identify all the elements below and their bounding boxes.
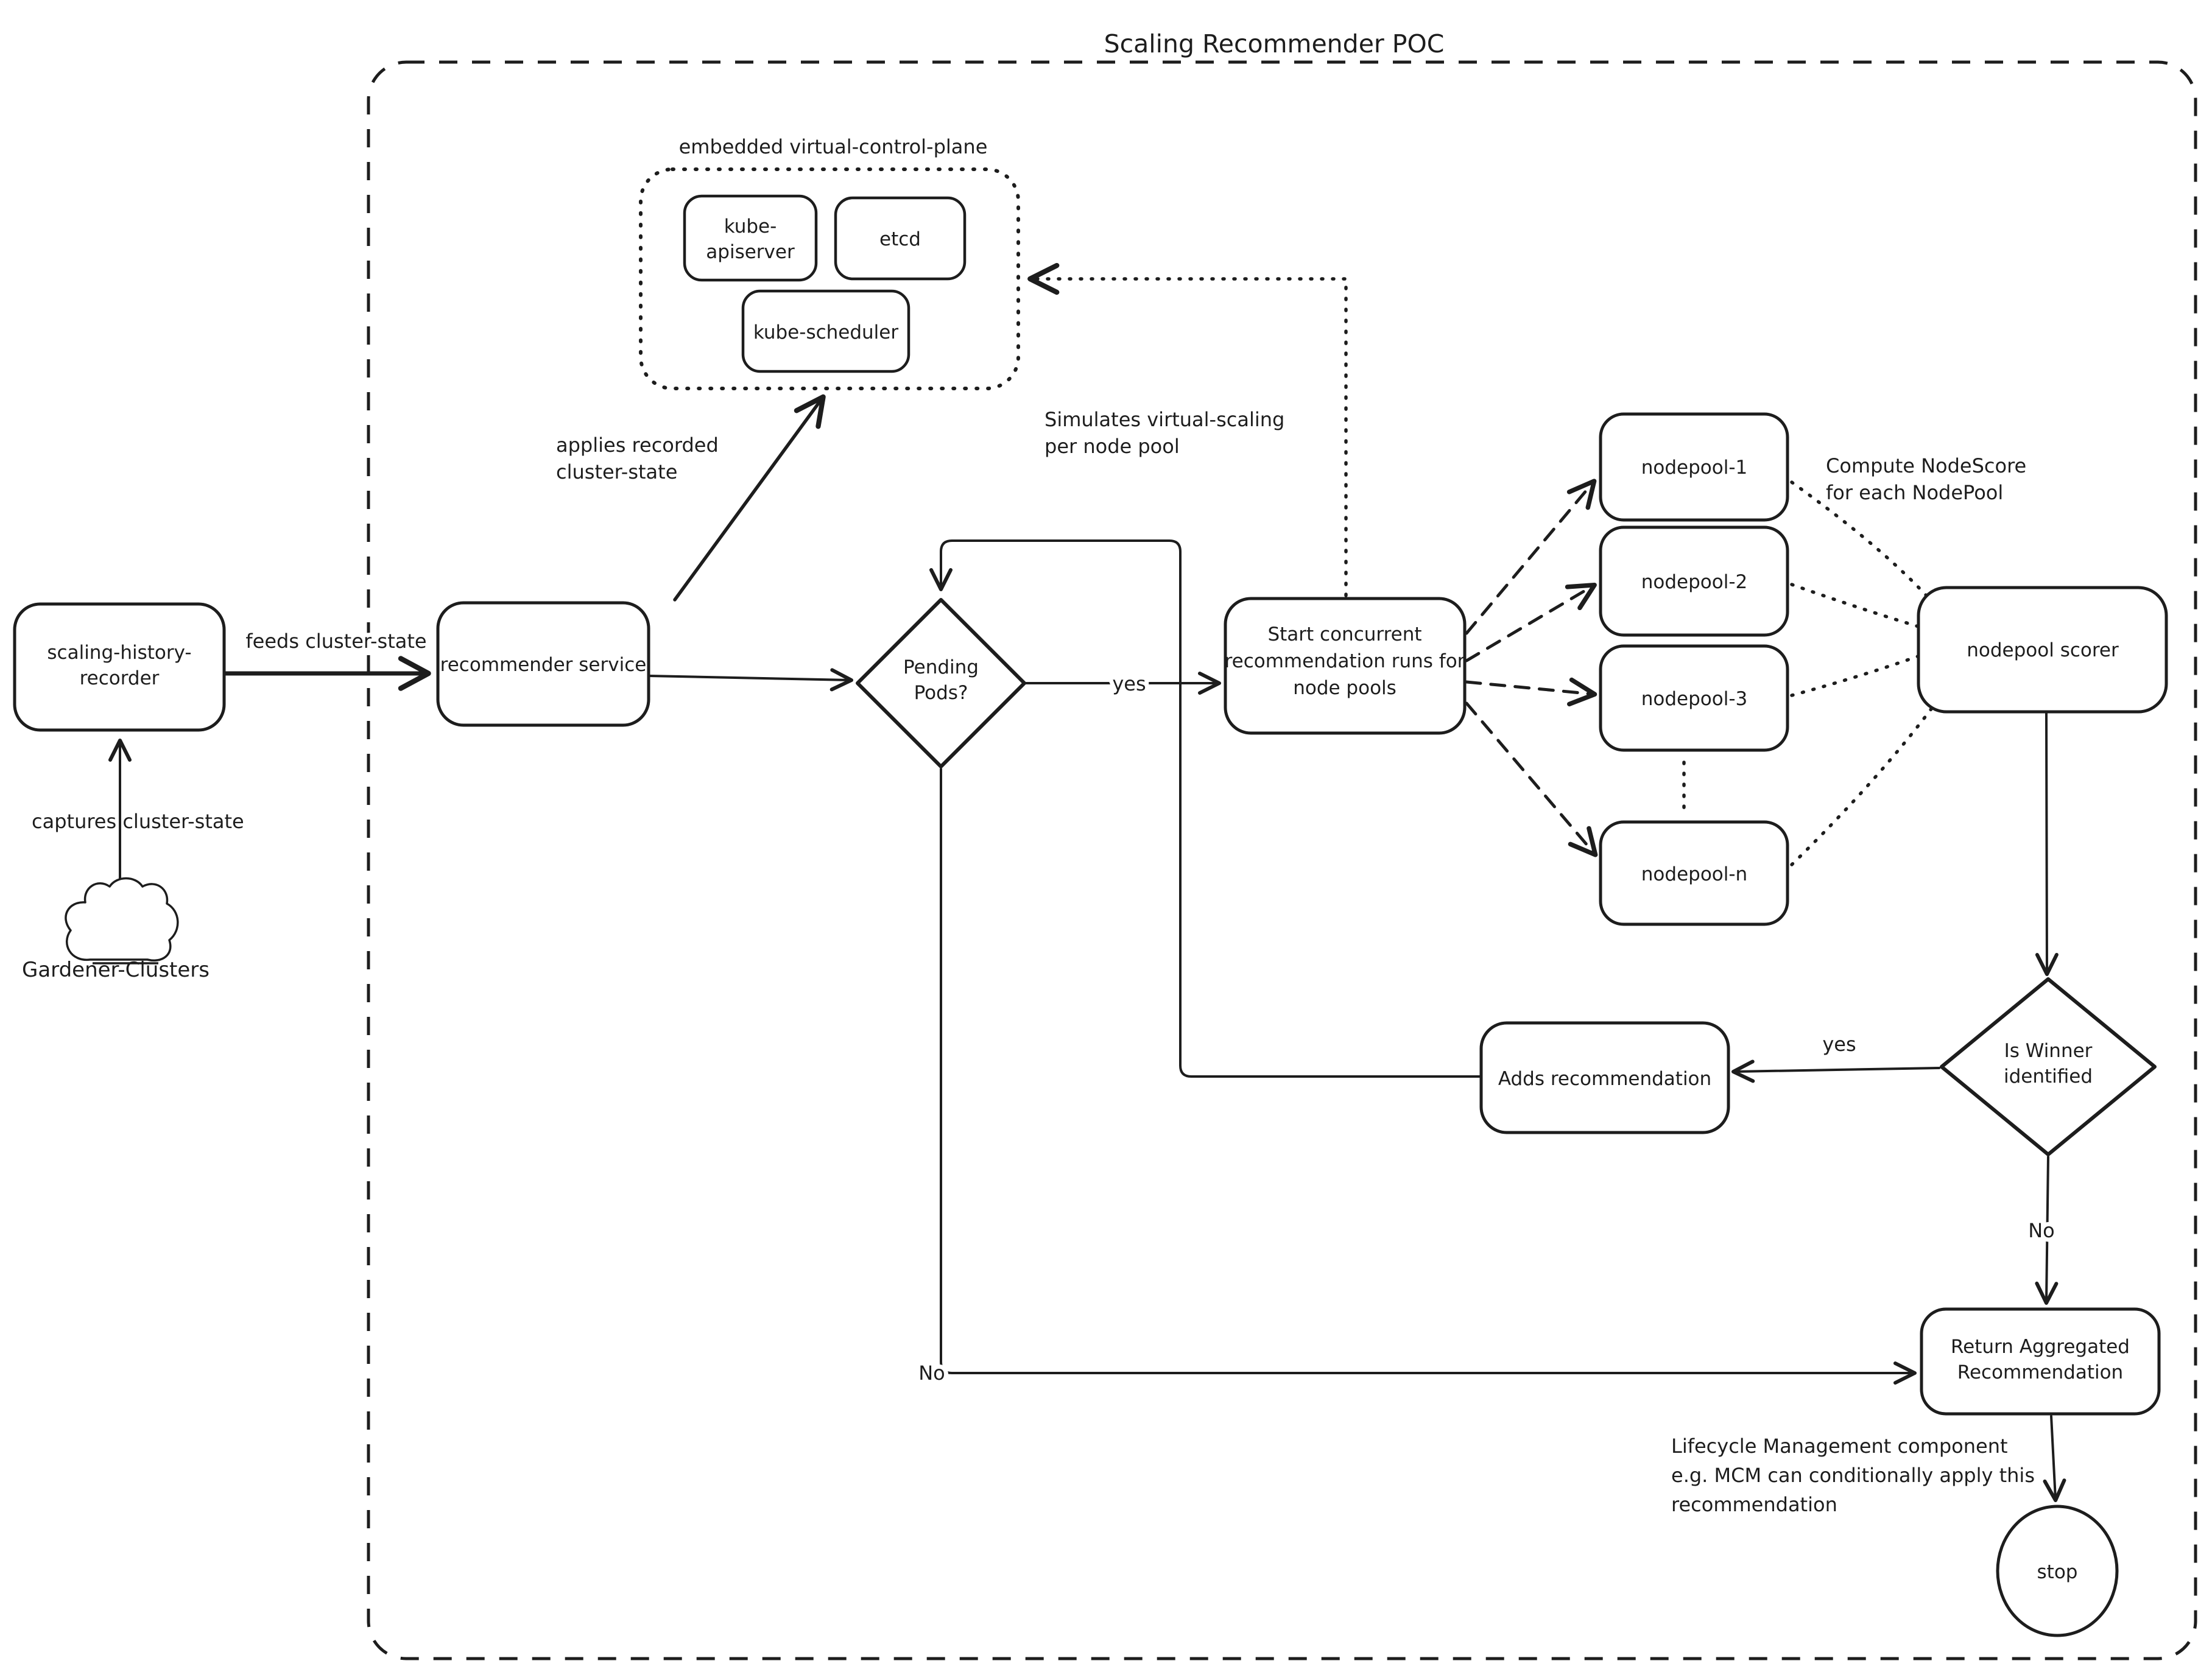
edge-start-to-nodepool-2: [1467, 586, 1593, 661]
node-nodepool-3: [1601, 646, 1788, 750]
simulates-label-2: per node pool: [1044, 435, 1180, 458]
recorder-label-2: recorder: [79, 667, 160, 689]
node-stop: [1998, 1506, 2117, 1635]
node-scaling-history-recorder: [15, 604, 224, 730]
annotation-applies: [556, 434, 719, 483]
node-adds-recommendation: [1481, 1023, 1728, 1133]
lifecycle-label-3: recommendation: [1671, 1493, 1837, 1516]
node-nodepool-1: [1601, 414, 1788, 520]
nodepool-2-label: nodepool-2: [1641, 571, 1748, 593]
lifecycle-label-1: Lifecycle Management component: [1671, 1435, 2008, 1458]
node-is-winner: [1942, 979, 2155, 1154]
is-winner-label-1: Is Winner: [2004, 1040, 2093, 1062]
kube-apiserver-label-1: kube-: [724, 216, 777, 237]
adds-recommendation-label: Adds recommendation: [1498, 1068, 1712, 1090]
nodepool-n-label: nodepool-n: [1641, 863, 1748, 885]
pending-pods-label-2: Pods?: [914, 682, 968, 704]
is-winner-label-2: identified: [2003, 1066, 2093, 1087]
start-concurrent-label-2: recommendation runs for: [1224, 650, 1465, 672]
cloud-icon: [66, 879, 178, 961]
annotation-compute: [1826, 454, 2026, 504]
edge-start-to-nodepool-1: [1467, 482, 1593, 633]
stop-label: stop: [2037, 1561, 2078, 1583]
kube-apiserver-box: [685, 196, 816, 280]
pending-no-label: No: [918, 1361, 945, 1385]
node-etcd: [836, 198, 965, 279]
edge-applies-recorded-state: [675, 398, 822, 600]
node-nodepool-2: [1601, 527, 1788, 635]
lifecycle-label-2: e.g. MCM can conditionally apply this: [1671, 1464, 2035, 1487]
edge-winner-yes: [1735, 1068, 1939, 1072]
compute-label-1: Compute NodeScore: [1826, 454, 2027, 477]
annotation-lifecycle: [1671, 1435, 2035, 1516]
node-start-concurrent: [1225, 599, 1465, 733]
captures-cluster-state-label: captures cluster-state: [32, 810, 244, 833]
simulates-label-1: Simulates virtual-scaling: [1044, 408, 1285, 431]
start-concurrent-label-3: node pools: [1293, 677, 1397, 699]
edge-scorer-to-winner: [2046, 714, 2047, 973]
gardener-clusters-group: [22, 879, 210, 983]
diagram-title: Scaling Recommender POC: [1104, 29, 1445, 58]
virtual-control-plane-group: [641, 135, 1018, 388]
winner-no-label: No: [2028, 1219, 2055, 1242]
node-nodepool-n: [1601, 822, 1788, 924]
edge-recommender-to-pending: [649, 676, 850, 680]
node-return-aggregated: [1921, 1309, 2159, 1414]
applies-label-1: applies recorded: [556, 434, 719, 457]
return-aggregated-label-2: Recommendation: [1957, 1361, 2124, 1383]
pending-yes-label: yes: [1112, 672, 1146, 695]
poc-boundary: [368, 62, 2196, 1659]
node-kube-scheduler: [743, 291, 909, 371]
feeds-cluster-state-label: feeds cluster-state: [245, 630, 427, 653]
gardener-clusters-label: Gardener-Clusters: [22, 958, 210, 982]
nodepool-3-label: nodepool-3: [1641, 688, 1748, 710]
edge-nodepool3-to-scorer: [1792, 654, 1925, 695]
etcd-label: etcd: [879, 228, 921, 250]
kube-apiserver-label-2: apiserver: [706, 241, 795, 263]
edge-start-to-nodepool-3: [1467, 682, 1593, 694]
node-pending-pods: [858, 600, 1024, 767]
edge-return-to-stop: [2051, 1416, 2055, 1499]
recorder-label-1: scaling-history-: [47, 642, 192, 664]
applies-label-2: cluster-state: [556, 460, 678, 483]
edge-nodepooln-to-scorer: [1792, 703, 1936, 865]
recommender-label: recommender service: [440, 654, 647, 676]
nodepool-1-label: nodepool-1: [1641, 457, 1748, 479]
nodepool-scorer-label: nodepool scorer: [1967, 639, 2119, 661]
vcp-title: embedded virtual-control-plane: [678, 135, 988, 158]
edge-start-to-nodepool-n: [1467, 703, 1594, 854]
winner-yes-label: yes: [1822, 1033, 1856, 1056]
pending-pods-label-1: Pending: [903, 656, 979, 678]
edge-nodepool2-to-scorer: [1792, 585, 1925, 628]
annotation-simulates: [1044, 408, 1284, 458]
node-recommender-service: [438, 603, 649, 725]
node-nodepool-scorer: [1918, 588, 2166, 712]
return-aggregated-label-1: Return Aggregated: [1950, 1336, 2130, 1358]
start-concurrent-label-1: Start concurrent: [1267, 623, 1422, 645]
node-kube-apiserver: [685, 196, 816, 280]
compute-label-2: for each NodePool: [1826, 481, 2004, 504]
kube-scheduler-label: kube-scheduler: [753, 321, 899, 343]
